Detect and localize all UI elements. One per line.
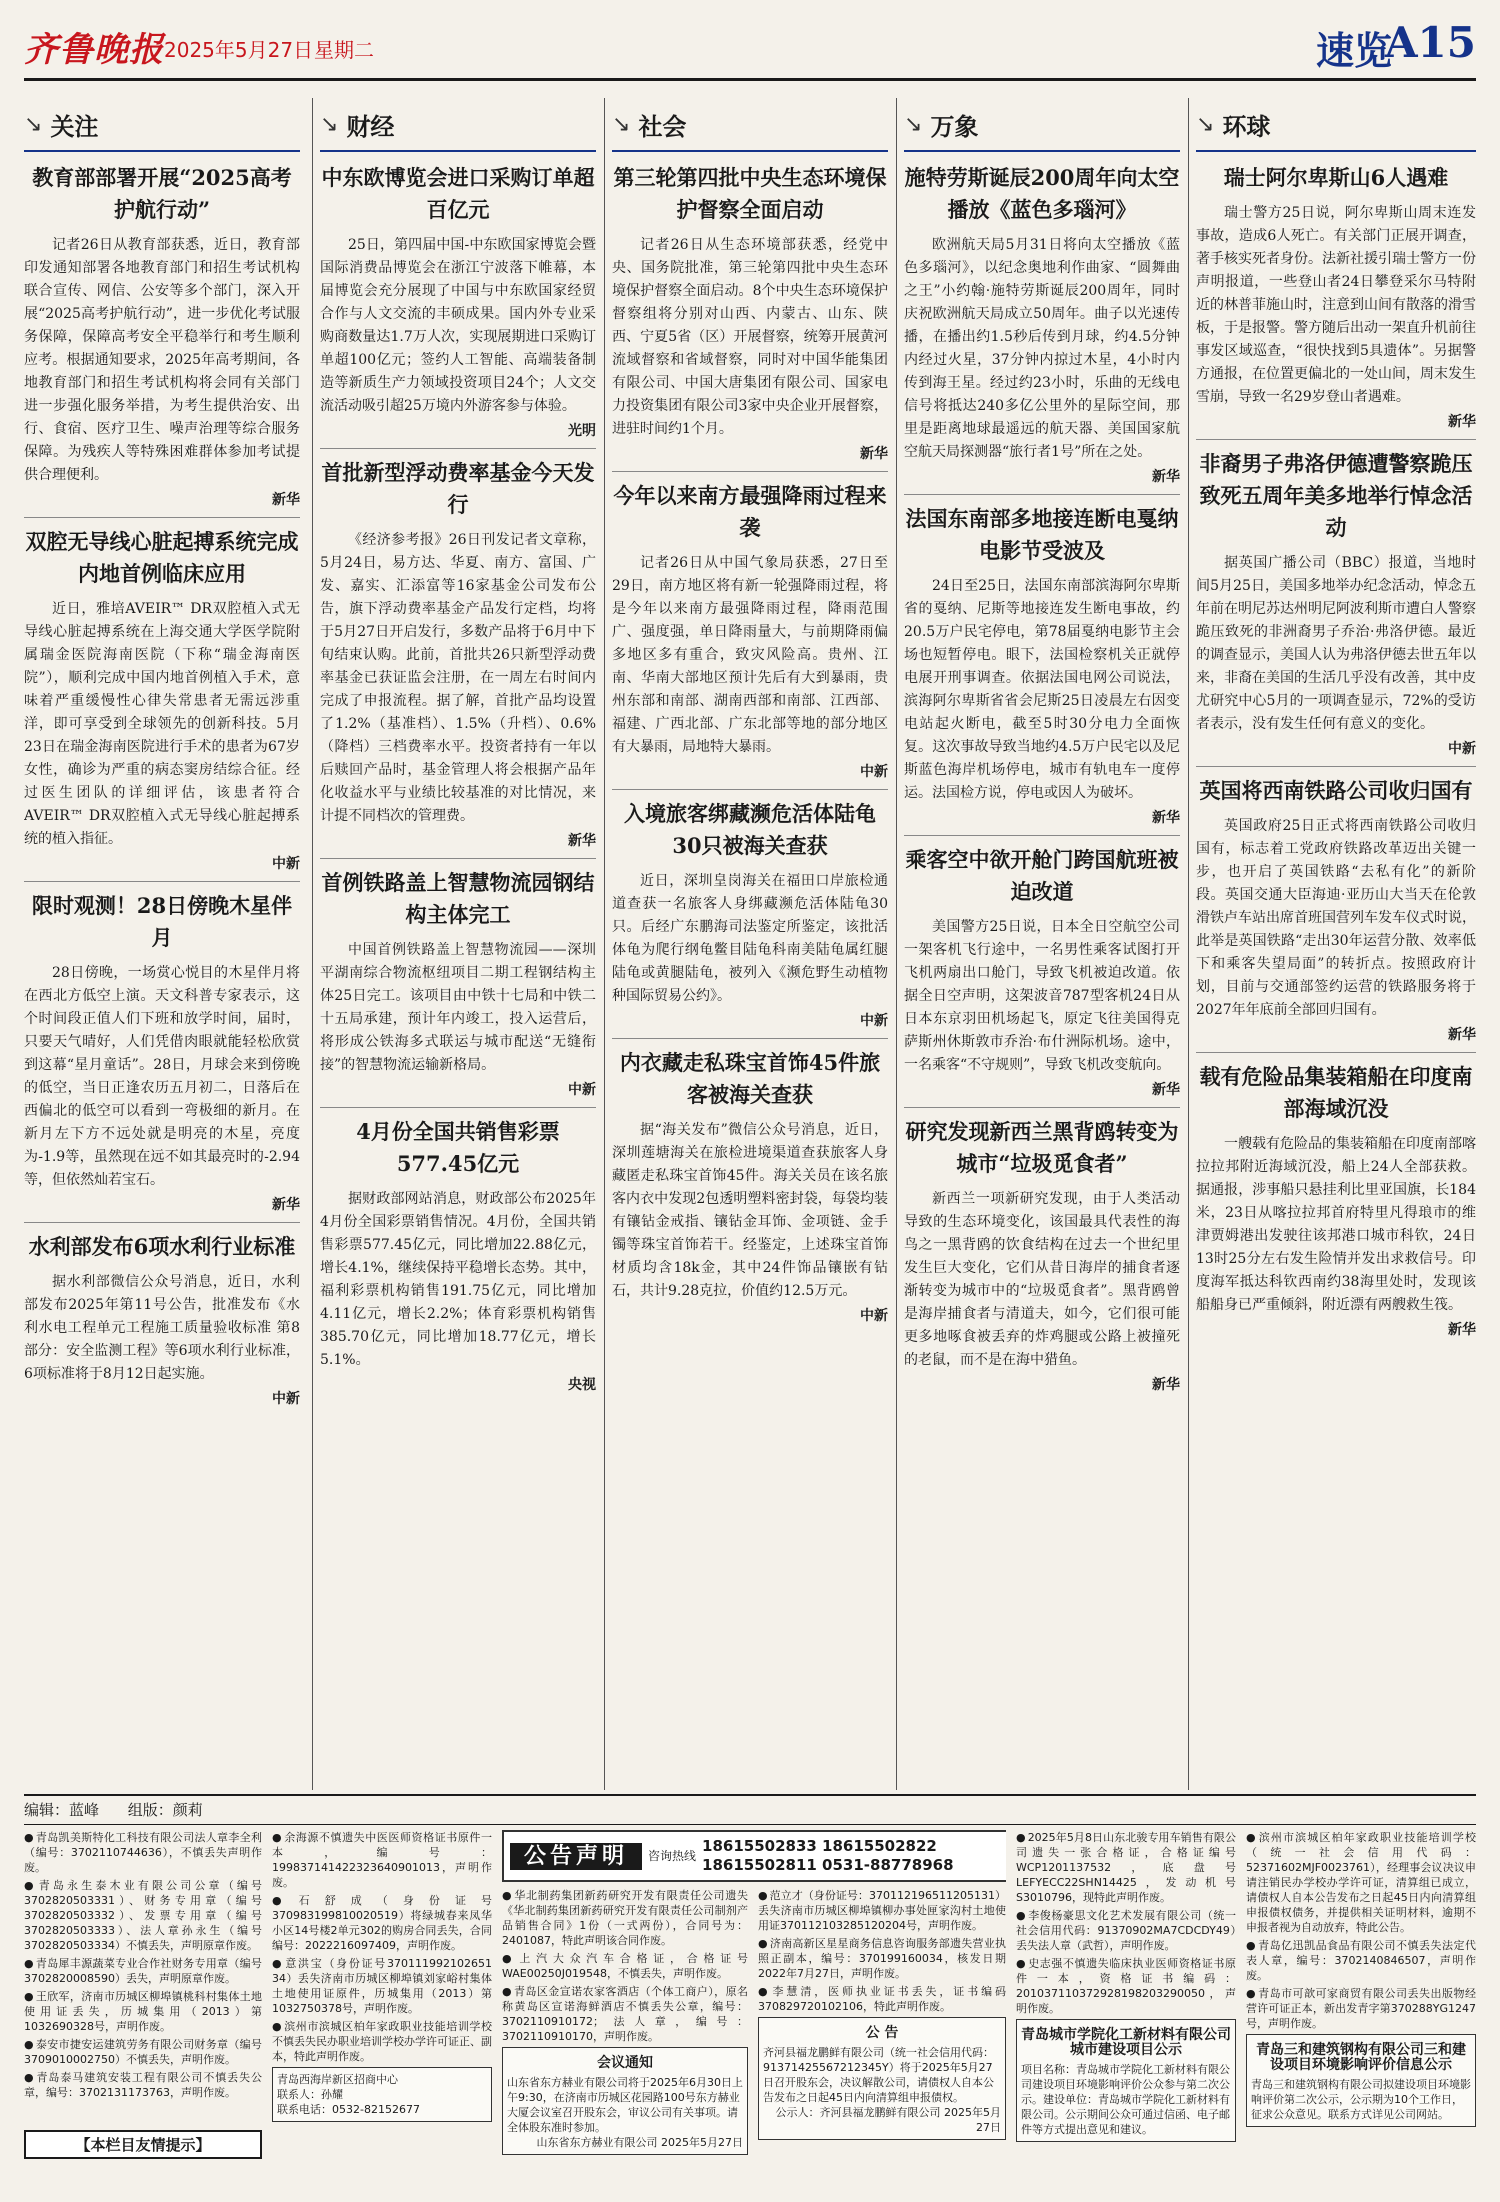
article-source: 新华 [1448,1027,1476,1043]
ad-notice: ● 李俊杨豪思文化艺术发展有限公司（统一社会信用代码：91370902MA7CDCDY49）丢失法人章（武哲），声明作废。 [1016,1908,1236,1953]
corner-arrow-icon: ↘ [1196,111,1215,137]
column-caijing [320,98,596,1790]
ad-subcolumn [502,1888,748,2155]
announcement-body: 青岛三和建筑钢构有限公司拟建设项目环境影响评价第二次公示，公示期为10个工作日，征求公众意见。联系方式详见公司网站。 [1251,2078,1471,2121]
article-divider [904,494,1180,495]
article [612,798,888,1030]
article-source: 中新 [860,1013,888,1029]
article [1196,448,1476,758]
article-divider [612,1038,888,1039]
column-title: 社会 [638,111,687,141]
article-divider [320,1107,596,1108]
article-body: 中国首例铁路盖上智慧物流园——深圳平湖南综合物流枢纽项目二期工程钢结构主体25日完工。该项目由中铁十七局和中铁二十五局承建，预计年内竣工，投入运营后，将形成公铁海多式联运与城市配送“无缝衔接”的智慧物流运输新格局。 [320,942,596,1073]
article [1196,775,1476,1044]
article-divider [24,517,300,518]
article-source: 新华 [1448,1322,1476,1338]
page-number: A15 [1384,18,1476,67]
article [1196,1061,1476,1339]
hotline-numbers [702,1837,954,1875]
article-source: 新华 [272,1197,300,1213]
footer-box [272,2067,492,2122]
article-divider [904,835,1180,836]
article [320,162,596,440]
notice-title: 公 告 [865,2025,899,2041]
column-header [904,98,1180,152]
article-title: 法国东南部多地接连断电戛纳电影节受波及 [905,506,1179,563]
article-title: 乘客空中欲开舱门跨国航班被迫改道 [905,847,1179,904]
article-divider [24,1222,300,1223]
article-body: 记者26日从生态环境部获悉，经党中央、国务院批准，第三轮第四批中央生态环境保护督察全面启动。8个中央生态环境保护督察组将分别对山西、内蒙古、山东、陕西、宁夏5省（区）开展督察，统筹开展黄河流域督察和省域督察，同时对中国华能集团有限公司、中国大唐集团有限公司、国家电力投资集团有限公司3家中央企业开展督察，进驻时间约1个月。 [612,237,888,437]
article-source: 新华 [568,833,596,849]
footer-line: 联系电话：0532-82152677 [277,2103,420,2116]
article-body: 记者26日从教育部获悉，近日，教育部印发通知部署各地教育部门和招生考试机构联合宣传、网信、公安等多个部门，深入开展“2025高考护航行动”，进一步优化考试服务保障，保障高考安全平稳举行和考生顺利应考。根据通知要求，2025年高考期间，各地教育部门和招生考试机构将会同有关部门进一步强化服务举措，为考生提供治安、出行、食宿、医疗卫生、噪声治理等综合服务保障。为残疾人等特殊困难群体参加考试提供合理便利。 [24,237,300,483]
article-body: 瑞士警方25日说，阿尔卑斯山周末连发事故，造成6人死亡。有关部门正展开调查，著手核实死者身份。法新社援引瑞士警方一份声明报道，一些登山者24日攀登采尔马特附近的林普菲施山时，注意到山间有散落的滑雪板，于是报警。警方随后出动一架直升机前往事发区域巡查，“很快找到5具遗体”。另据警方通报，在位置更偏北的一处山间，周末发生雪崩，导致一名29岁登山者遇难。 [1196,205,1476,405]
article-body: 记者26日从中国气象局获悉，27日至29日，南方地区将有新一轮强降雨过程，将是今年以来南方最强降雨过程，降雨范围广、强度强，单日降雨量大，与前期降雨偏多地区多有重合，致灾风险高。贵州、江南、华南大部地区预计先后有大到暴雨，贵州东部和南部、湖南西部和南部、江西部、福建、广西北部、广东北部等地的部分地区有大暴雨，局地特大暴雨。 [612,555,888,755]
tip-box: 【本栏目友情提示】 [24,2130,262,2159]
article [24,890,300,1214]
layout-name: 组版：颜莉 [127,1801,203,1819]
article [24,526,300,873]
footer-line: 青岛西海岸新区招商中心 [277,2073,398,2086]
article [24,1231,300,1408]
ad-notice: ● 李慧清，医师执业证书丢失，证书编码370829720102106，特此声明作废。 [758,1984,1006,2014]
ad-notice: ● 意洪宝（身份证号370111992102651​34）丢失济南市历城区柳埠镇刘家峪村集体土地使用证原件，历城集用（2013）第1032750378号，声明作废。 [272,1956,492,2016]
corner-arrow-icon: ↘ [612,111,631,137]
article-body: 24日至25日，法国东南部滨海阿尔卑斯省的戛纳、尼斯等地接连发生断电事故，约20.5万户民宅停电，第78届戛纳电影节主会场也短暂停电。眼下，法国检察机关正就停电展开刑事调查。依据法国电网公司说法，滨海阿尔卑斯省省会尼斯25日凌晨左右因变电站起火断电，截至5时30分电力全面恢复。这次事故导致当地约4.5万户民宅以及尼斯蓝色海岸机场停电，城市有轨电车一度停运。法国检方说，停电或因人为破坏。 [904,578,1180,801]
issue-weekday: 星期二 [314,38,374,62]
ad-notice: ● 余海源不慎遗失中医医师资格证书原件一本，编号：199837141422323640901013，声明作废。 [272,1830,492,1890]
ad-subcolumn [758,1888,1006,2140]
column-title: 关注 [50,111,99,141]
article-source: 新华 [860,446,888,462]
corner-arrow-icon: ↘ [320,111,339,137]
article-title: 4月份全国共销售彩票577.45亿元 [356,1119,560,1176]
article-source: 新华 [1152,1082,1180,1098]
article-body: 新西兰一项新研究发现，由于人类活动导致的生态环境变化，该国最具代表性的海鸟之一黑背鸥的饮食结构在过去一个世纪里发生巨大变化，它们从昔日海岸的捕食者逐渐转变为城市中的“垃圾觅食者”。黑背鸥曾是海岸捕食者与清道夫，如今，它们很可能更多地啄食被丢弃的炸鸡腿或公路上被撞死的老鼠，而不是在海中猎鱼。 [904,1191,1180,1368]
column-header [612,98,888,152]
column-title: 环球 [1222,111,1271,141]
article [320,1116,596,1394]
article-body: 英国政府25日正式将西南铁路公司收归国有，标志着工党政府铁路改革迈出关键一步，也开启了英国铁路“去私有化”的新阶段。英国交通大臣海迪·亚历山大当天在伦敦滑铁卢车站出席首班国营列车发车仪式时说，此举是英国铁路“走出30年运营分散、效率低下和乘客失望局面”的转折点。按照政府计划，目前与交通部签约运营的铁路服务将于2027年年底前全部回归国有。 [1196,818,1476,1018]
article-divider [612,471,888,472]
article-body: 28日傍晚，一场赏心悦目的木星伴月将在西北方低空上演。天文科普专家表示，这个时间段正值人们下班和放学时间，届时，只要天气晴好，人们凭借肉眼就能轻松欣赏到这幕“星月童话”。28日，月球会来到傍晚的低空，当日正逢农历五月初二，日落后在西偏北的低空可以看到一弯极细的新月。在新月左下方不远处就是明亮的木星，亮度为-1.9等，虽然现在远不如其最亮时的-2.94等，但依然灿若宝石。 [24,965,300,1188]
article [612,162,888,463]
article-source: 中新 [860,1308,888,1324]
article-title: 双腔无导线心脏起搏系统完成内地首例临床应用 [25,529,299,586]
article [320,457,596,850]
ad-notice: ● 青岛市可歆可家商贸有限公司丢失出版物经营许可证正本，新出发青字第370288YG1247号，声明作废。 [1246,1986,1476,2031]
article-divider [24,881,300,882]
announcement-title: 青岛城市学院化工新材料有限公司城市建设项目公示 [1021,2027,1231,2058]
column-divider [604,98,605,1790]
article-body: 25日，第四届中国-中东欧国家博览会暨国际消费品博览会在浙江宁波落下帷幕，本届博览会充分展现了中国与中东欧国家经贸合作与人文交流的丰硕成果。国内外专业采购商数量达1.7万人次，实现展期进口采购订单超100亿元；签约人工智能、高端装备制造等新质生产力领域投资项目24个；人文交流活动吸引超25万境内外游客参与体验。 [320,237,596,414]
article [320,867,596,1099]
article-source: 央视 [568,1377,596,1393]
ad-notice: ● 青岛区金宣诺农家客酒店（个体工商户），原名称黄岛区宣诺海鲜酒店不慎丢失公章，编号：3702110910172；法人章，编号：3702110910170，声明作废。 [502,1984,748,2044]
meeting-title: 会议通知 [597,2055,653,2071]
column-shehui [612,98,888,1790]
ad-notice: ● 滨州市滨城区柏年家政职业技能培训学校不慎丢失民办职业培训学校办学许可证正、副本，特此声明作废。 [272,2019,492,2064]
article-body: 美国警方25日说，日本全日空航空公司一架客机飞行途中，一名男性乘客试图打开飞机两扇出口舱门，导致飞机被迫改道。依据全日空声明，这架波音787型客机24日从日本东京羽田机场起飞，原定飞往美国得克萨斯州休斯敦市乔治·布什洲际机场。途中，一名乘客“不守规则”，导致飞机改变航向。 [904,919,1180,1073]
article-source: 新华 [1152,1377,1180,1393]
article [612,1047,888,1325]
article [904,844,1180,1099]
notice-body: 齐河县福龙鹏鲜有限公司（统一社会信用代码：91371425567212345Y）将于2025年5月27日召开股东会，决议解散公司，请债权人自本公告发布之日起45日内向清算组申报债权。 [763,2046,994,2104]
article-title: 第三轮第四批中央生态环境保护督察全面启动 [613,165,887,222]
public-announcement [1246,2034,1476,2127]
column-divider [1188,98,1189,1790]
article-body: 据英国广播公司（BBC）报道，当地时间5月25日，美国多地举办纪念活动，悼念五年前在明尼苏达州明尼阿波利斯市遭白人警察跪压致死的非洲裔男子乔治·弗洛伊德。最近的调查显示，美国人认为弗洛伊德去世五年以来，非裔在美国的生活几乎没有改善，其中皮尤研究中心5月的一项调查显示，72%的受访者表示，没有发生任何有意义的变化。 [1196,555,1476,732]
column-wanxiang [904,98,1180,1790]
article-source: 中新 [860,764,888,780]
phone-line: 18615502833 18615502822 [702,1837,937,1855]
article-source: 中新 [568,1082,596,1098]
article-title: 水利部发布6项水利行业标准 [28,1234,296,1259]
article-title: 入境旅客绑藏濒危活体陆龟30只被海关查获 [624,801,876,858]
article-body: 《经济参考报》26日刊发记者文章称，5月24日，易方达、华夏、南方、富国、广发、嘉实、汇添富等16家基金公司发布公告，旗下浮动费率基金产品发行定档，均将于5月27日开启发行，多数产品将于6月中下旬结束认购。此前，首批共26只新型浮动费率基金已获证监会注册，在一周左右时间内完成了申报流程。据了解，首批产品均设置了1.2%（基准档）、1.5%（升档）、0.6%（降档）三档费率水平。投资者持有一年以后赎回产品时，基金管理人将会根据产品年化收益水平与业绩比较基准的对比情况，来计提不同档次的管理费。 [320,532,596,824]
classified-ads [24,1830,1476,2188]
article [904,1116,1180,1394]
article-divider [1196,1052,1476,1053]
masthead [24,16,1476,81]
article-body: 欧洲航天局5月31日将向太空播放《蓝色多瑙河》，以纪念奥地利作曲家、“圆舞曲之王”小约翰·施特劳斯诞辰200周年，同时庆祝欧洲航天局成立50周年。曲子以光速传播，在播出约1.5秒后传到月球，约4.5分钟内经过火星，37分钟内掠过木星，4小时内传到海王星。经过约23小时，乐曲的无线电信号将抵达240多亿公里外的星际空间，那里是距离地球最遥远的航天器、美国国家航空航天局探测器“旅行者1号”所在之处。 [904,237,1180,460]
article-title: 英国将西南铁路公司收归国有 [1199,778,1473,803]
article-title: 教育部部署开展“2025高考护航行动” [32,165,292,222]
meeting-body: 山东省东方赫业有限公司将于2025年6月30日上午9:30，在济南市历城区花园路100号东方赫业大厦会议室召开股东会，审议公司有关事项。请全体股东准时参加。 [507,2076,743,2134]
article [24,162,300,509]
article [612,480,888,781]
ad-notice: ● 泰安市捷安运建筑劳务有限公司财务章（编号3709010002750）不慎丢失，声明作废。 [24,2037,262,2067]
column-divider [896,98,897,1790]
article-title: 首批新型浮动费率基金今天发行 [321,460,595,517]
hotline-label: 咨询热线 [648,1848,697,1863]
meeting-date: 山东省东方赫业有限公司 2025年5月27日 [536,2136,743,2149]
ad-notice: ● 青岛永生泰木业有限公司公章（编号3702820503331）、财务专用章（编号3702820503332）、发票专用章（编号3702820503333）、法人章孙永生（编号3702820503334）不慎丢失，声明原章作废。 [24,1878,262,1953]
public-announcement [1016,2019,1236,2142]
announcement-title: 青岛三和建筑钢构有限公司三和建设项目环境影响评价信息公示 [1256,2042,1466,2073]
article-body: 近日，雅培AVEIR™ DR双腔植入式无导线心脏起搏系统在上海交通大学医学院附属瑞金医院海南医院（下称“瑞金海南医院”），顺利完成中国内地首例植入手术，意味着严重缓慢性心律失常患者无需远涉重洋，即可享受到全球领先的创新科技。5月23日在瑞金海南医院进行手术的患者为67岁女性，确诊为严重的病态窦房结综合征。经过医生团队的详细评估，该患者符合AVEIR™ DR双腔植入式无导线心脏起搏系统的植入指征。 [24,601,300,847]
article-divider [904,1107,1180,1108]
article-body: 据“海关发布”微信公众号消息，近日，深圳莲塘海关在旅检进境渠道查获旅客人身藏匿走私珠宝首饰45件。海关关员在该名旅客内衣中发现2包透明塑料密封袋，每袋均装有镶钻金戒指、镶钻金耳饰、金项链、金手镯等珠宝首饰若干。经鉴定，上述珠宝首饰材质均含18k金，其中24件饰品镶嵌有钻石，共计9.28克拉，价值约12.5万元。 [612,1122,888,1299]
article-title: 限时观测！28日傍晚木星伴月 [31,893,293,950]
article-body: 近日，深圳皇岗海关在福田口岸旅检通道查获一名旅客人身绑藏濒危活体陆龟30只。后经广东鹏海司法鉴定所鉴定，该批活体龟为爬行纲龟鳖目陆龟科南美陆龟属红腿陆龟或黄腿陆龟，被列入《濒危野生动植物种国际贸易公约》。 [612,873,888,1004]
corner-arrow-icon: ↘ [904,111,923,137]
article [904,162,1180,486]
ad-column [1246,1830,1476,2188]
ad-notice: ● 范立才（身份证号：370112196511205131）丢失济南市历城区柳埠镇柳办事处匣家沟村土地使用证370112103285120204号，声明作废。 [758,1888,1006,1933]
column-title: 财经 [346,111,395,141]
column-divider [312,98,313,1790]
board-title: 公告声明 [510,1843,642,1870]
ad-notice: ● 青岛犀丰源蔬菜专业合作社财务专用章（编号3702820008590）丢失，声明原章作废。 [24,1956,262,1986]
article-title: 内衣藏走私珠宝首饰45件旅客被海关查获 [619,1050,881,1107]
editor-credits [24,1794,1476,1825]
ad-notice: ● 济南高新区星星商务信息咨询服务部遗失营业执照正副本，编号：370199160034，核发日期2022年7月27日，声明作废。 [758,1936,1006,1981]
article-divider [1196,439,1476,440]
ad-notice: ● 王欣军，济南市历城区柳埠镇桃科村集体土地使用证丢失，历城集用（2013）第1032690328号，声明作废。 [24,1989,262,2034]
issue-date: 2025年5月27日 [164,38,314,62]
ad-notice: ● 青岛凯美斯特化工科技有限公司法人章李全利（编号：3702110744636），不慎丢失声明作废。 [24,1830,262,1875]
meeting-notice [502,2047,748,2155]
article-source: 中新 [272,1391,300,1407]
article-divider [612,789,888,790]
ad-column [272,1830,492,2188]
article-title: 中东欧博览会进口采购订单超百亿元 [321,165,595,222]
ad-notice: ● 滨州市滨城区柏年家政职业技能培训学校（统一社会信用代码：52371602MJF0023761），经理事会议决议申请注销民办学校办学许可证，清算组已成立，请债权人自本公告发布之日起45日内向清算组申报债权债务，并提供相关证明材料，逾期不申报者视为自动放弃，特此公告。 [1246,1830,1476,1935]
ad-notice: ● 上汽大众汽车合格证，合格证号WAE00250J019548，不慎丢失，声明作废。 [502,1951,748,1981]
column-huanqiu [1196,98,1476,1790]
section-name: 速览 [1315,29,1392,73]
article-body: 据财政部网站消息，财政部公布2025年4月份全国彩票销售情况。4月份，全国共销售彩票577.45亿元，同比增加22.88亿元，增长4.1%，继续保持平稳增长态势。其中，福利彩票机构销售191.75亿元，同比增加4.11亿元，增长2.2%；体育彩票机构销售385.70亿元，同比增加18.77亿元，增长5.1%。 [320,1191,596,1368]
article-title: 研究发现新西兰黑背鸥转变为城市“垃圾觅食者” [905,1119,1179,1176]
ad-notice: ● 史志强不慎遗失临床执业医师资格证书原件一本，资格证书编码：201037110372928198203290050，声明作废。 [1016,1956,1236,2016]
article-title: 瑞士阿尔卑斯山6人遇难 [1223,165,1449,190]
ad-notice: ● 石舒成（身份证号370983199810020519）将绿城春来凤华小区14号楼2单元302的购房合同丢失，合同编号：2022216097409，声明作废。 [272,1893,492,1953]
article-source: 中新 [1448,741,1476,757]
announcement-board [502,1830,1006,1882]
column-header [320,98,596,152]
article-divider [320,858,596,859]
ad-column [1016,1830,1236,2188]
article-source: 新华 [272,492,300,508]
column-header [24,98,300,152]
article-title: 非裔男子弗洛伊德遭警察跪压致死五周年美多地举行悼念活动 [1199,451,1473,540]
article-divider [1196,766,1476,767]
ad-notice: ● 2025年5月8日山东北骏专用车销售有限公司遗失一张合格证，合格证编号WCP1201137532，底盘号LEFYECC22SHN14425，发动机号S3010796，现特此声明作废。 [1016,1830,1236,1905]
announcement-body: 项目名称：青岛城市学院化工新材料有限公司建设项目环境影响评价公众参与第二次公示。建设单位：青岛城市学院化工新材料有限公司。公示期间公众可通过信函、电子邮件等方式提出意见和建议。 [1021,2063,1230,2136]
ad-board-area [502,1830,1006,2188]
article-body: 据水利部微信公众号消息，近日，水利部发布2025年第11号公告，批准发布《水利水电工程单元工程施工质量验收标准 第8部分：安全监测工程》等6项水利行业标准，6项标准将于8月12日起实施。 [24,1274,300,1382]
article [904,503,1180,827]
article-title: 今年以来南方最强降雨过程来袭 [613,483,887,540]
article-source: 新华 [1448,414,1476,430]
editor-name: 编辑：蓝峰 [24,1801,100,1819]
article-divider [320,448,596,449]
article-source: 光明 [568,423,596,439]
article-title: 载有危险品集装箱船在印度南部海域沉没 [1199,1064,1473,1121]
article-title: 施特劳斯诞辰200周年向太空播放《蓝色多瑙河》 [904,165,1180,222]
ad-notice: ● 青岛泰马建筑安装工程有限公司不慎丢失公章，编号：3702131173763，声明作废。 [24,2070,262,2100]
phone-line: 18615502811 0531-88778968 [702,1856,954,1874]
article-source: 新华 [1152,469,1180,485]
corner-arrow-icon: ↘ [24,111,43,137]
column-guanzhu [24,98,300,1790]
column-title: 万象 [930,111,979,141]
article-title: 首例铁路盖上智慧物流园钢结构主体完工 [321,870,595,927]
column-header [1196,98,1476,152]
ad-notice: ● 青岛亿迅凯品食品有限公司不慎丢失法定代表人章，编号：3702140846507，声明作废。 [1246,1938,1476,1983]
notice-date: 公示人：齐河县福龙鹏鲜有限公司 2025年5月27日 [775,2106,1001,2134]
article [1196,162,1476,431]
article-body: 一艘载有危险品的集装箱船在印度南部喀拉拉邦附近海域沉没，船上24人全部获救。据通报，涉事船只悬挂利比里亚国旗，长184米，23日从喀拉拉邦首府特里凡得琅市的维津贾姆港出发驶往该邦港口城市科钦，24日13时25分左右发生险情并发出求救信号。印度海军抵达科钦西南约38海里处时，发现该船船身已严重倾斜，附近漂有两艘救生筏。 [1196,1136,1476,1313]
article-source: 中新 [272,856,300,872]
public-notice [758,2017,1006,2140]
footer-line: 联系人：孙耀 [277,2088,343,2101]
newspaper-logo: 齐鲁晚报 [24,30,164,70]
ad-notice: ● 华北制药集团新药研究开发有限责任公司遗失《华北制药集团新药研究开发有限责任公司制剂产品销售合同》1份（一式两份），合同号为：2401087，特此声明该合同作废。 [502,1888,748,1948]
article-source: 新华 [1152,810,1180,826]
